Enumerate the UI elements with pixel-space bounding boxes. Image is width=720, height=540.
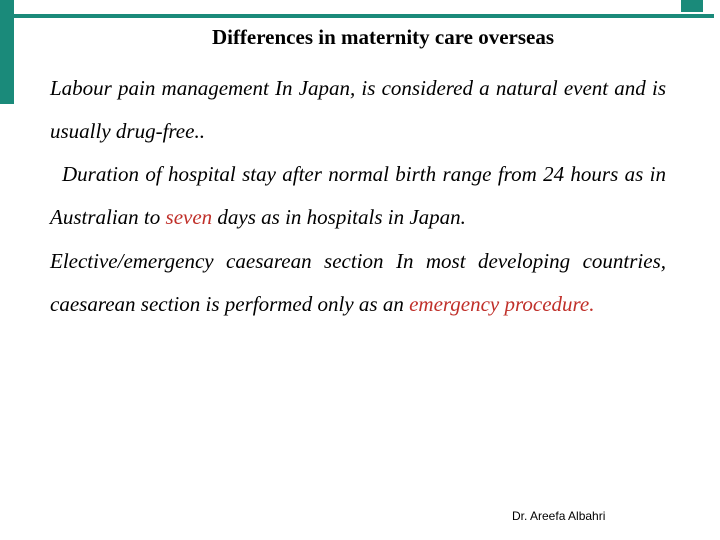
paragraph-caesarean-text: Elective/emergency caesarean section In most developing countries, caesarean section is performed only as an xyxy=(50,249,666,316)
author-credit: Dr. Areefa Albahri xyxy=(512,509,606,523)
paragraph-pain-management-text: Labour pain management In Japan, is considered a natural event and is usually drug-free.. xyxy=(50,76,666,143)
accent-bar-left xyxy=(0,0,14,104)
highlight-emergency-procedure: emergency procedure xyxy=(409,292,590,316)
corner-accent-square xyxy=(681,0,703,12)
paragraph-caesarean xyxy=(50,240,666,326)
paragraph-caesarean-end: . xyxy=(589,292,595,316)
paragraph-hospital-stay-text: Duration of hospital stay after normal birth range from 24 hours as in Australian to xyxy=(50,162,666,229)
paragraph-hospital-stay xyxy=(50,153,666,239)
paragraph-pain-management xyxy=(50,67,666,153)
paragraph-hospital-stay-end: days as in hospitals in Japan. xyxy=(212,205,466,229)
slide-title: Differences in maternity care overseas xyxy=(211,25,555,49)
highlight-seven: seven xyxy=(165,205,213,229)
top-rule-line xyxy=(14,14,714,18)
